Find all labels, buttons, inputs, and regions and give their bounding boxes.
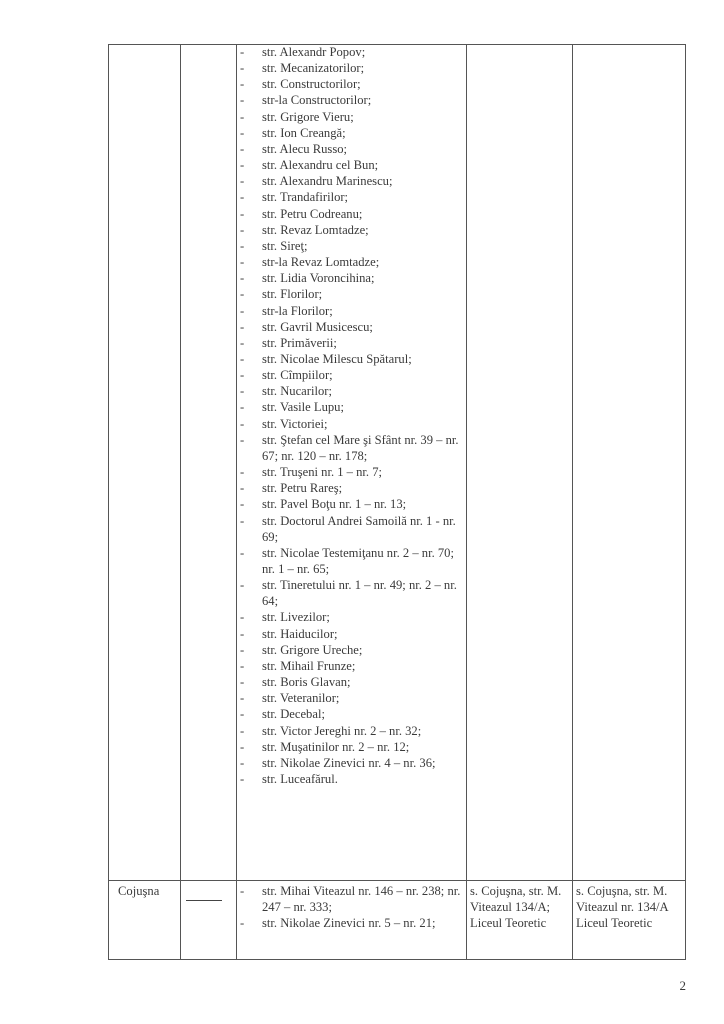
list-dash: - xyxy=(240,772,245,787)
street-text: str. Ştefan cel Mare şi Sfânt nr. 39 – nr. 67; nr. 120 – nr. 178; xyxy=(262,432,459,463)
list-dash: - xyxy=(240,319,245,334)
list-dash: - xyxy=(240,610,245,625)
list-dash: - xyxy=(240,206,245,221)
list-dash: - xyxy=(240,545,245,560)
list-dash: - xyxy=(240,125,245,140)
street-item xyxy=(238,577,466,609)
street-item xyxy=(238,642,466,658)
street-item xyxy=(238,513,466,545)
street-item xyxy=(238,44,466,60)
street-text: str. Alexandr Popov; xyxy=(262,45,366,59)
list-dash: - xyxy=(240,368,245,383)
street-text: str. Petru Codreanu; xyxy=(262,206,363,221)
street-item xyxy=(238,270,466,286)
table-column-divider xyxy=(572,44,573,960)
list-dash: - xyxy=(240,384,245,399)
street-text: str. Florilor; xyxy=(262,287,323,302)
list-dash: - xyxy=(240,707,245,722)
street-item xyxy=(238,222,466,238)
street-item xyxy=(238,319,466,335)
locality-cell: Cojuşna xyxy=(118,884,160,898)
street-text: str. Primăverii; xyxy=(262,335,337,350)
street-item xyxy=(238,157,466,173)
table-column-divider xyxy=(466,44,467,960)
street-item xyxy=(238,383,466,399)
list-dash: - xyxy=(240,432,245,447)
street-item xyxy=(238,367,466,383)
office-address-cell: s. Cojuşna, str. M. Viteazul nr. 134/A Liceul Teoretic xyxy=(576,884,668,931)
street-text: str. Constructorilor; xyxy=(262,77,361,92)
street-list xyxy=(238,44,466,787)
street-text: str. Victor Jereghi nr. 2 – nr. 32; xyxy=(262,723,422,738)
street-item xyxy=(238,303,466,319)
list-dash: - xyxy=(240,93,245,108)
list-dash: - xyxy=(240,626,245,641)
street-item xyxy=(238,335,466,351)
list-dash: - xyxy=(240,238,245,253)
street-item xyxy=(238,254,466,270)
street-text: str. Doctorul Andrei Samoilă nr. 1 - nr. 69; xyxy=(262,513,456,544)
list-dash: - xyxy=(240,658,245,673)
list-dash: - xyxy=(240,642,245,657)
street-text: str. Veteranilor; xyxy=(262,691,340,706)
street-text: str. Nikolae Zinevici nr. 4 – nr. 36; xyxy=(262,755,436,770)
list-dash: - xyxy=(240,45,245,59)
list-dash: - xyxy=(240,400,245,415)
street-item xyxy=(238,141,466,157)
street-item xyxy=(238,674,466,690)
street-text: str. Mecanizatorilor; xyxy=(262,61,365,76)
list-dash: - xyxy=(240,255,245,270)
list-dash: - xyxy=(240,271,245,286)
street-item xyxy=(238,658,466,674)
table-border-bottom xyxy=(108,959,686,960)
list-dash: - xyxy=(240,416,245,431)
table-column-divider xyxy=(180,44,181,960)
street-item xyxy=(238,60,466,76)
table-border-left xyxy=(108,44,109,960)
street-text: str-la Florilor; xyxy=(262,303,333,318)
street-text: str. Gavril Musicescu; xyxy=(262,319,373,334)
list-dash: - xyxy=(240,723,245,738)
street-item xyxy=(238,109,466,125)
street-text: str. Pavel Boţu nr. 1 – nr. 13; xyxy=(262,497,407,512)
list-dash: - xyxy=(240,916,245,931)
list-dash: - xyxy=(240,755,245,770)
street-item xyxy=(238,755,466,771)
street-text: str. Cîmpiilor; xyxy=(262,368,333,383)
street-text: str. Nucarilor; xyxy=(262,384,332,399)
street-text: str. Petru Rareş; xyxy=(262,481,343,496)
list-dash: - xyxy=(240,190,245,205)
street-text: str. Victoriei; xyxy=(262,416,328,431)
cojusna-street-text: str. Nikolae Zinevici nr. 5 – nr. 21; xyxy=(262,916,436,931)
list-dash: - xyxy=(240,141,245,156)
list-dash: - xyxy=(240,513,245,528)
list-dash: - xyxy=(240,158,245,173)
street-item xyxy=(238,626,466,642)
street-text: str. Luceafărul. xyxy=(262,772,338,787)
street-text: str. Muşatinilor nr. 2 – nr. 12; xyxy=(262,739,410,754)
cojusna-street-item xyxy=(238,883,466,915)
street-item xyxy=(238,416,466,432)
list-dash: - xyxy=(240,578,245,593)
street-item xyxy=(238,690,466,706)
street-item xyxy=(238,189,466,205)
street-text: str. Trandafirilor; xyxy=(262,190,349,205)
list-dash: - xyxy=(240,77,245,92)
street-item xyxy=(238,464,466,480)
list-dash: - xyxy=(240,675,245,690)
street-item xyxy=(238,125,466,141)
street-item xyxy=(238,480,466,496)
street-item xyxy=(238,496,466,512)
street-text: str. Livezilor; xyxy=(262,610,330,625)
street-text: str. Decebal; xyxy=(262,707,325,722)
street-item xyxy=(238,399,466,415)
street-text: str. Revaz Lomtadze; xyxy=(262,222,369,237)
list-dash: - xyxy=(240,303,245,318)
street-item xyxy=(238,723,466,739)
street-text: str. Ion Creangă; xyxy=(262,125,346,140)
street-item xyxy=(238,609,466,625)
list-dash: - xyxy=(240,691,245,706)
cojusna-street-item xyxy=(238,915,466,931)
street-item xyxy=(238,351,466,367)
street-text: str. Sireţ; xyxy=(262,238,308,253)
street-text: str. Alexandru Marinescu; xyxy=(262,174,393,189)
table-border-right xyxy=(685,44,686,960)
street-text: str. Mihail Frunze; xyxy=(262,658,356,673)
list-dash: - xyxy=(240,287,245,302)
table-row-divider xyxy=(108,880,686,881)
page-number: 2 xyxy=(679,978,686,993)
street-item xyxy=(238,545,466,577)
list-dash: - xyxy=(240,351,245,366)
street-text: str. Nicolae Milescu Spătarul; xyxy=(262,351,412,366)
street-item xyxy=(238,432,466,464)
street-text: str. Boris Glavan; xyxy=(262,675,351,690)
street-item xyxy=(238,706,466,722)
list-dash: - xyxy=(240,174,245,189)
blank-line xyxy=(186,900,222,901)
street-text: str. Haiducilor; xyxy=(262,626,338,641)
street-item xyxy=(238,739,466,755)
list-dash: - xyxy=(240,739,245,754)
list-dash: - xyxy=(240,481,245,496)
street-text: str. Vasile Lupu; xyxy=(262,400,344,415)
street-text: str. Grigore Vieru; xyxy=(262,109,354,124)
cojusna-street-text: str. Mihai Viteazul nr. 146 – nr. 238; nr. 247 – nr. 333; xyxy=(262,884,461,915)
street-item xyxy=(238,173,466,189)
street-item xyxy=(238,206,466,222)
table-column-divider xyxy=(236,44,237,960)
street-text: str. Truşeni nr. 1 – nr. 7; xyxy=(262,465,383,480)
street-item xyxy=(238,76,466,92)
street-text: str. Tineretului nr. 1 – nr. 49; nr. 2 – nr. 64; xyxy=(262,578,457,609)
street-item xyxy=(238,771,466,787)
street-item xyxy=(238,92,466,108)
list-dash: - xyxy=(240,222,245,237)
list-dash: - xyxy=(240,497,245,512)
list-dash: - xyxy=(240,61,245,76)
list-dash: - xyxy=(240,884,245,898)
street-text: str. Nicolae Testemiţanu nr. 2 – nr. 70; nr. 1 – nr. 65; xyxy=(262,545,454,576)
street-text: str. Alecu Russo; xyxy=(262,141,348,156)
cojusna-street-list xyxy=(238,883,466,931)
street-text: str. Lidia Voroncihina; xyxy=(262,271,375,286)
polling-address-cell: s. Cojuşna, str. M. Viteazul 134/A; Liceul Teoretic xyxy=(470,884,562,931)
list-dash: - xyxy=(240,465,245,480)
list-dash: - xyxy=(240,335,245,350)
street-text: str. Grigore Ureche; xyxy=(262,642,363,657)
street-item xyxy=(238,238,466,254)
street-text: str-la Revaz Lomtadze; xyxy=(262,255,380,270)
street-text: str-la Constructorilor; xyxy=(262,93,372,108)
street-text: str. Alexandru cel Bun; xyxy=(262,158,379,173)
street-item xyxy=(238,286,466,302)
list-dash: - xyxy=(240,109,245,124)
